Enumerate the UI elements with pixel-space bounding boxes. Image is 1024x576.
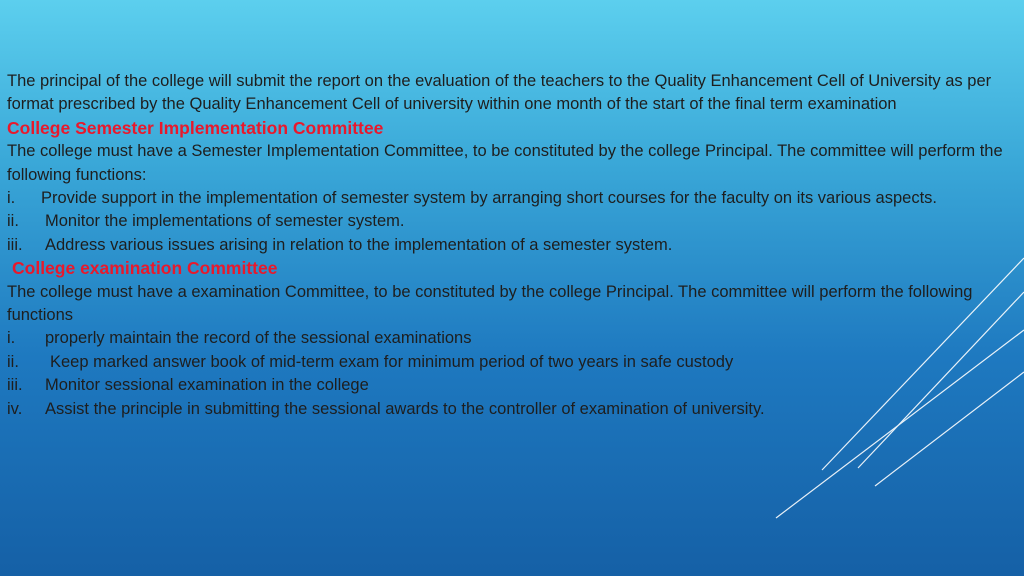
list-text: Provide support in the implementation of semester system by arranging short courses for the faculty on its various aspects.: [41, 189, 938, 208]
list-item: [7, 374, 1012, 397]
list-text: Monitor sessional examination in the college: [45, 376, 369, 395]
list-item: [7, 351, 1012, 374]
list-number: i.: [7, 189, 16, 208]
list-item: [7, 398, 1012, 421]
list-item: [7, 187, 1012, 210]
slide-content: [7, 70, 1012, 421]
section-heading-examination: College examination Committee: [12, 258, 278, 279]
section-heading-semester: College Semester Implementation Committee: [7, 117, 384, 138]
list-number: i.: [7, 329, 16, 348]
list-item: [7, 210, 1012, 233]
list-number: iii.: [7, 376, 23, 395]
section-paragraph-semester: The college must have a Semester Implementation Committee, to be constituted by the college Principal. The committee will perform the following functions:: [7, 142, 1003, 184]
list-text: Keep marked answer book of mid-term exam for minimum period of two years in safe custody: [50, 352, 734, 371]
list-number: ii.: [7, 352, 19, 371]
list-item: [7, 234, 1012, 257]
list-text: Monitor the implementations of semester system.: [45, 212, 405, 231]
list-item: [7, 327, 1012, 350]
list-number: iv.: [7, 399, 23, 418]
section-paragraph-examination: The college must have a examination Committee, to be constituted by the college Principal. The committee will perform the following functions: [7, 282, 973, 325]
list-number: iii.: [7, 235, 23, 254]
list-text: Assist the principle in submitting the sessional awards to the controller of examination of university.: [45, 399, 765, 418]
intro-paragraph: The principal of the college will submit the report on the evaluation of the teachers to the Quality Enhancement Cell of University as per format prescribed by the Quality Enhancement Cell of university within one month of the start of the final term examination: [7, 72, 992, 114]
list-text: Address various issues arising in relation to the implementation of a semester system.: [45, 235, 673, 254]
list-number: ii.: [7, 212, 19, 231]
list-text: properly maintain the record of the sessional examinations: [45, 329, 472, 348]
